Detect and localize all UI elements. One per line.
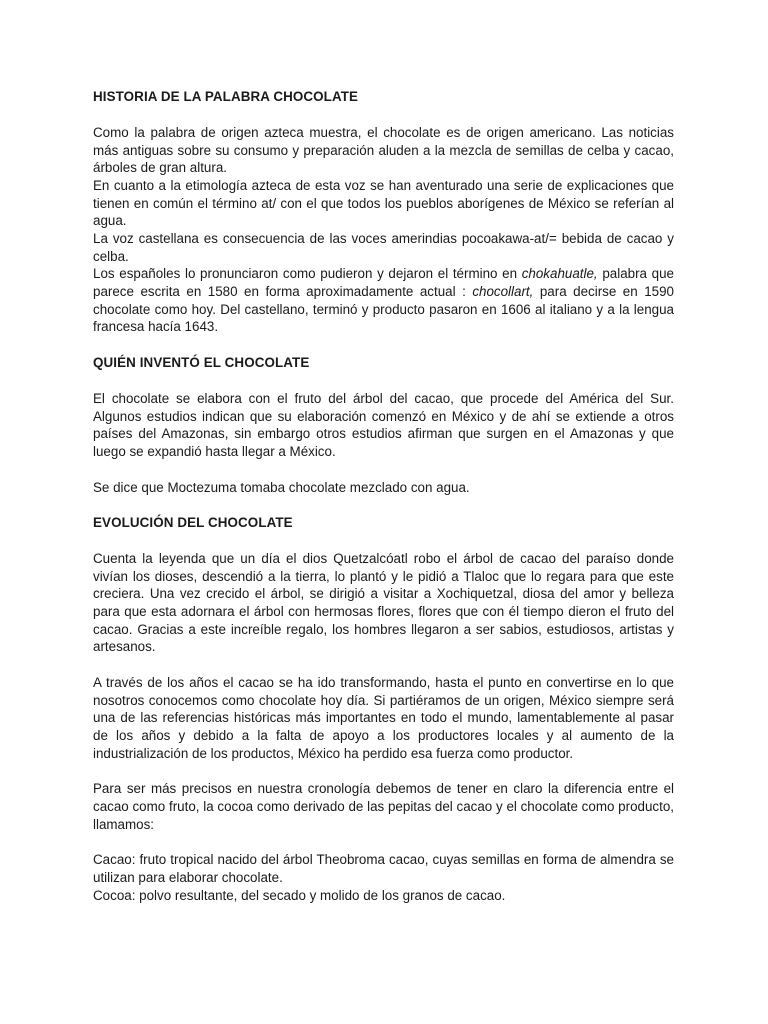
text-run: Los españoles lo pronunciaron como pudieron y dejaron el término en [93,266,522,282]
paragraph: La voz castellana es consecuencia de las voces amerindias pocoakawa-at/= bebida de cacao y celba. [93,230,674,264]
paragraph: Cacao: fruto tropical nacido del árbol Theobroma cacao, cuyas semillas en forma de almendra se utilizan para elaborar chocolate. [93,852,674,885]
paragraph: El chocolate se elabora con el fruto del árbol del cacao, que procede del América del Sur. Algunos estudios indican que su elaboración comenzó en México y de ahí se extiende a otros países del Amazonas, sin embargo otros estudios afirman que surgen en el Amazonas y que luego se expandió hasta llegar a México. [93,390,674,459]
paragraph: Para ser más precisos en nuestra cronología debemos de tener en claro la diferencia entre el cacao como fruto, la cocoa como derivado de las pepitas del cacao y el chocolate como producto, llamamos: [93,781,674,832]
italic-term: chocollart, [472,283,534,299]
paragraph: Como la palabra de origen azteca muestra, el chocolate es de origen americano. Las noticias más antiguas sobre su consumo y preparación aluden a la mezcla de semillas de celba y cacao, árboles de gran altura. [93,125,674,176]
paragraph: Se dice que Moctezuma tomaba chocolate mezclado con agua. [93,479,470,495]
section-heading-quien: QUIÉN INVENTÓ EL CHOCOLATE [93,354,310,370]
paragraph: A través de los años el cacao se ha ido transformando, hasta el punto en convertirse en lo que nosotros conocemos como chocolate hoy día. Si partiéramos de un origen, México siempre será una de las referencias históricas más importantes en todo el mundo, lamentablemente al pasar de los años y debido a la falta de apoyo a los productores locales y al aumento de la industrialización de los productos, México ha perdido esa fuerza como productor. [93,675,674,761]
section-heading-historia: HISTORIA DE LA PALABRA CHOCOLATE [93,89,359,104]
paragraph: Cuenta la leyenda que un día el dios Quetzalcóatl robo el árbol de cacao del paraíso donde vivían los dioses, descendió a la tierra, lo plantó y le pidió a Tlaloc que lo regara para que este creciera. Una vez crecido el árbol, se dirigió a visitar a Xochiquetzal, diosa del amor y belleza para que esta adornara el árbol con hermosas flores, flores que con él tiempo dieron el fruto del cacao. Gracias a este increíble regalo, los hombres llegaron a ser sabios, estudiosos, artistas y artesanos. [93,551,674,655]
text-run: para decirse en 1590 chocolate como hoy. Del castellano, terminó y producto pasaron en 1606 al italiano y a la lengua francesa hacía 1643. [93,283,674,335]
paragraph [93,265,674,336]
section-heading-evolucion: EVOLUCIÓN DEL CHOCOLATE [93,515,293,531]
paragraph: Cocoa: polvo resultante, del secado y molido de los granos de cacao. [93,887,506,903]
text-run: palabra que parece escrita en 1580 en forma aproximadamente actual : [93,266,674,299]
italic-term: chokahuatle, [521,266,598,282]
paragraph: En cuanto a la etimología azteca de esta voz se han aventurado una serie de explicaciones que tienen en común el término at/ con el que todos los pueblos aborígenes de México se referían al agua. [93,177,674,229]
